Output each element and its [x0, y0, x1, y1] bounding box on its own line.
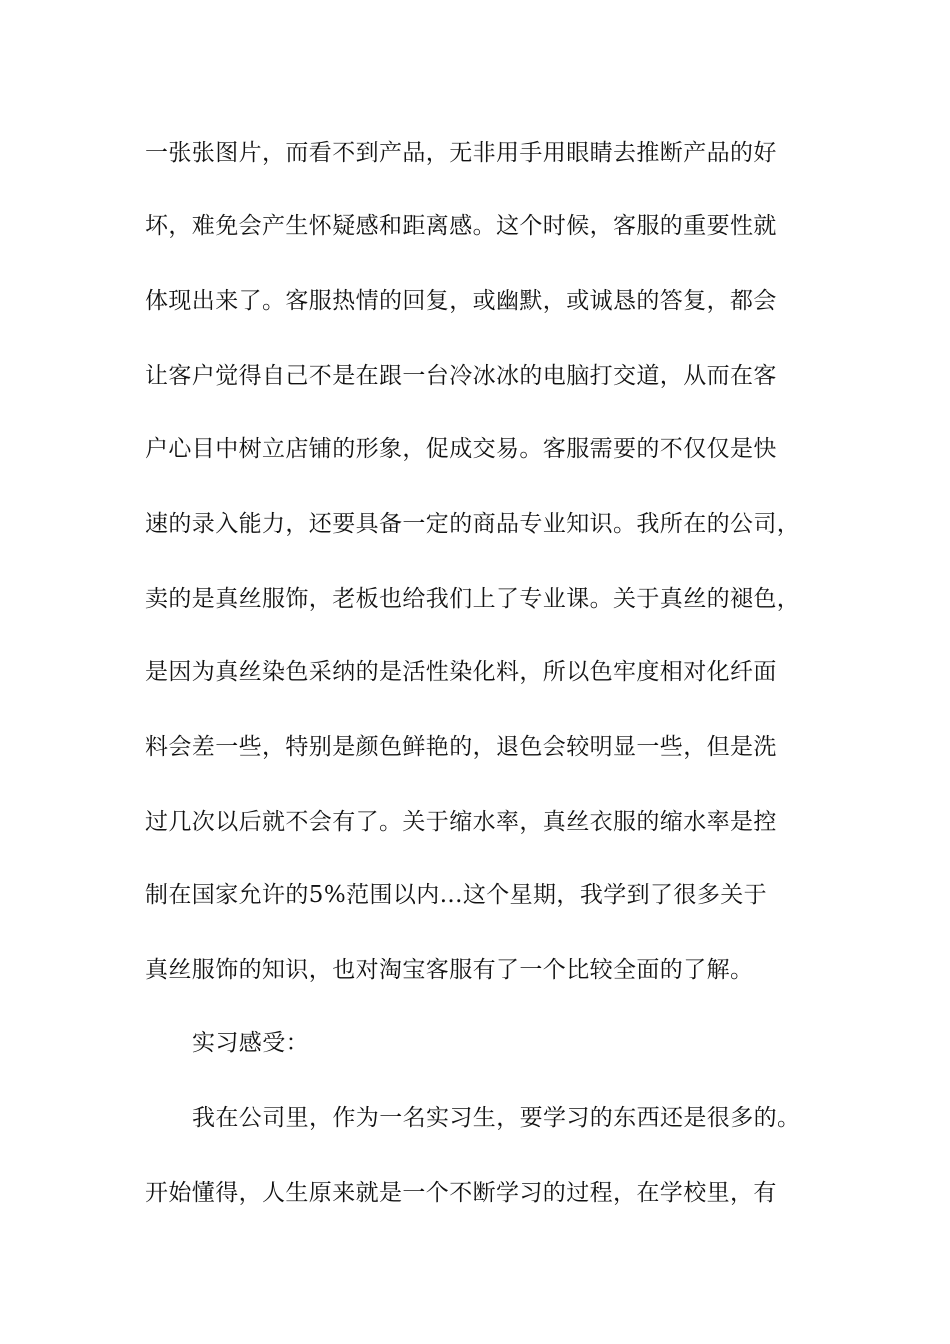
text-line: 坏，难免会产生怀疑感和距离感。这个时候，客服的重要性就: [145, 213, 777, 239]
text-line: 制在国家允许的5%范围以内...这个星期，我学到了很多关于: [145, 882, 768, 908]
text-line: 开始懂得，人生原来就是一个不断学习的过程，在学校里，有: [145, 1180, 777, 1206]
text-line: 户心目中树立店铺的形象，促成交易。客服需要的不仅仅是快: [145, 436, 777, 462]
text-line: 让客户觉得自己不是在跟一台冷冰冰的电脑打交道，从而在客: [145, 363, 777, 389]
paragraph-first-line: 我在公司里，作为一名实习生，要学习的东西还是很多的。: [192, 1105, 801, 1131]
text-line: 真丝服饰的知识，也对淘宝客服有了一个比较全面的了解。: [145, 957, 754, 983]
text-line: 卖的是真丝服饰，老板也给我们上了专业课。关于真丝的褪色，: [145, 586, 801, 612]
text-line: 一张张图片，而看不到产品，无非用手用眼睛去推断产品的好: [145, 140, 777, 166]
text-line: 速的录入能力，还要具备一定的商品专业知识。我所在的公司，: [145, 511, 801, 537]
section-heading: 实习感受：: [192, 1030, 309, 1056]
text-line: 料会差一些，特别是颜色鲜艳的，退色会较明显一些，但是洗: [145, 734, 777, 760]
text-line: 是因为真丝染色采纳的是活性染化料，所以色牢度相对化纤面: [145, 659, 777, 685]
text-line: 体现出来了。客服热情的回复，或幽默，或诚恳的答复，都会: [145, 288, 777, 314]
text-line: 过几次以后就不会有了。关于缩水率，真丝衣服的缩水率是控: [145, 809, 777, 835]
